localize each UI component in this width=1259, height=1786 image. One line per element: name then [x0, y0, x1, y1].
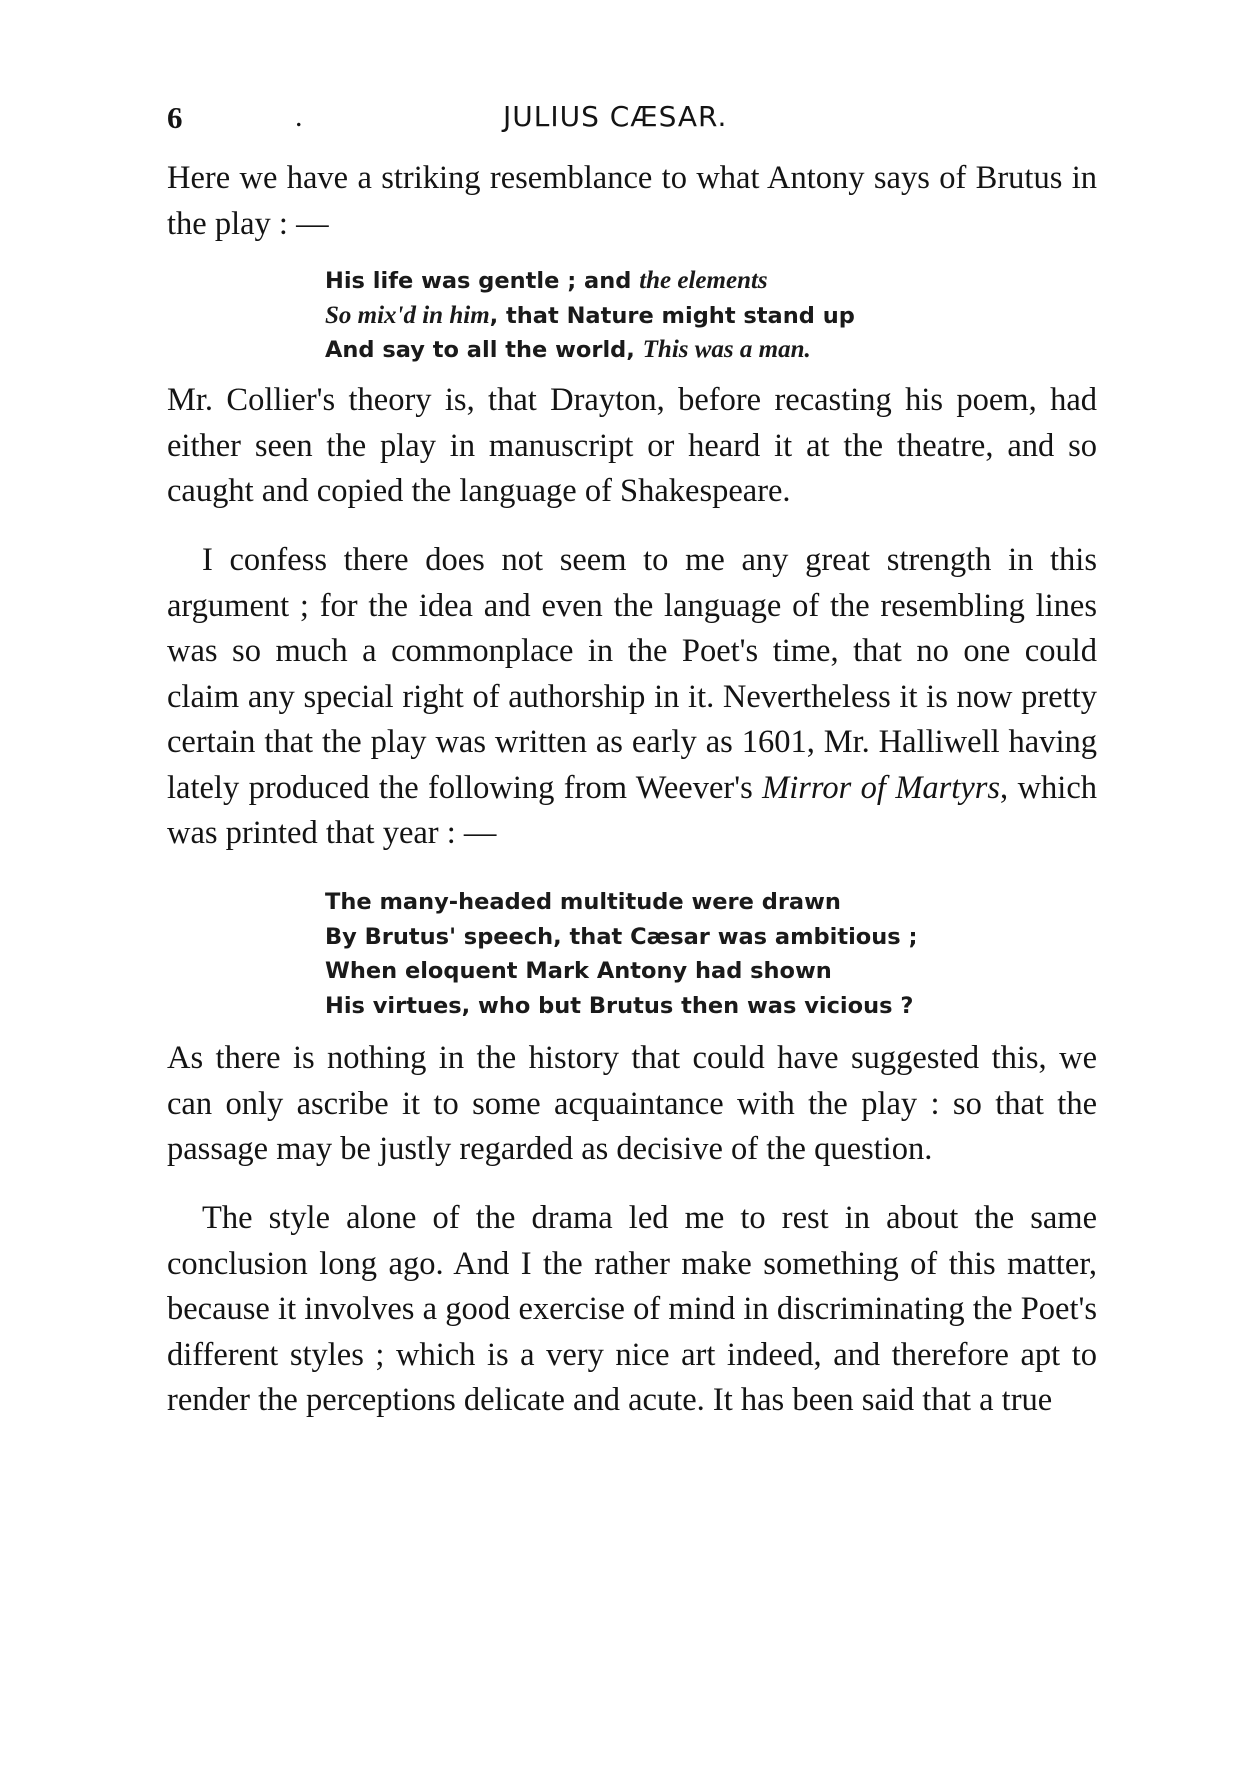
- quote-line: The many-headed multitude were drawn: [325, 889, 841, 915]
- quote-line: And say to all the world, This was a man.: [325, 336, 811, 363]
- quote-line: His life was gentle ; and the elements: [325, 267, 768, 294]
- paragraph-5: The style alone of the drama led me to rest in about the same conclusion long ago. And I the rather make something of this matter, because it involves a good exercise of mind in discriminating the Poet's different styles ; which is a very nice art indeed, and therefore apt to render the perceptions delicate and acute. It has been said that a true: [167, 1200, 1097, 1418]
- page-header: [167, 100, 1097, 144]
- quote-line: By Brutus' speech, that Cæsar was ambitious ;: [325, 923, 918, 950]
- paragraph-2: Mr. Collier's theory is, that Drayton, before recasting his poem, had either seen the play in manuscript or heard it at the theatre, and so caught and copied the language of Shakespeare.: [167, 382, 1097, 509]
- page-number: 6: [167, 100, 183, 135]
- paragraph-1: Here we have a striking resemblance to what Antony says of Brutus in the play : —: [167, 160, 1097, 242]
- quote-line: So mix'd in him, that Nature might stand up: [325, 301, 855, 329]
- header-dot: .: [295, 100, 303, 133]
- quote-drayton: [325, 264, 855, 368]
- book-title: Mirror of Martyrs: [762, 769, 1001, 806]
- quote-line: When eloquent Mark Antony had shown: [325, 958, 832, 984]
- quote-weever: [325, 885, 918, 1023]
- quote-line: His virtues, who but Brutus then was vicious ?: [325, 992, 914, 1019]
- running-title: JULIUS CÆSAR.: [503, 100, 728, 133]
- paragraph-3: I confess there does not seem to me any great strength in this argument ; for the idea and even the language of the resembling lines was so much a commonplace in the Poet's time, that no one could claim any special right of authorship in it. Nevertheless it is now pretty certain that the play was written as early as 1601, Mr. Halliwell having lately produced the following from Weever's Mirror of Martyrs, which was printed that year : —: [167, 542, 1097, 851]
- paragraph-4: As there is nothing in the history that could have suggested this, we can only ascribe it to some acquaintance with the play : so that the passage may be justly regarded as decisive of the question.: [167, 1040, 1097, 1167]
